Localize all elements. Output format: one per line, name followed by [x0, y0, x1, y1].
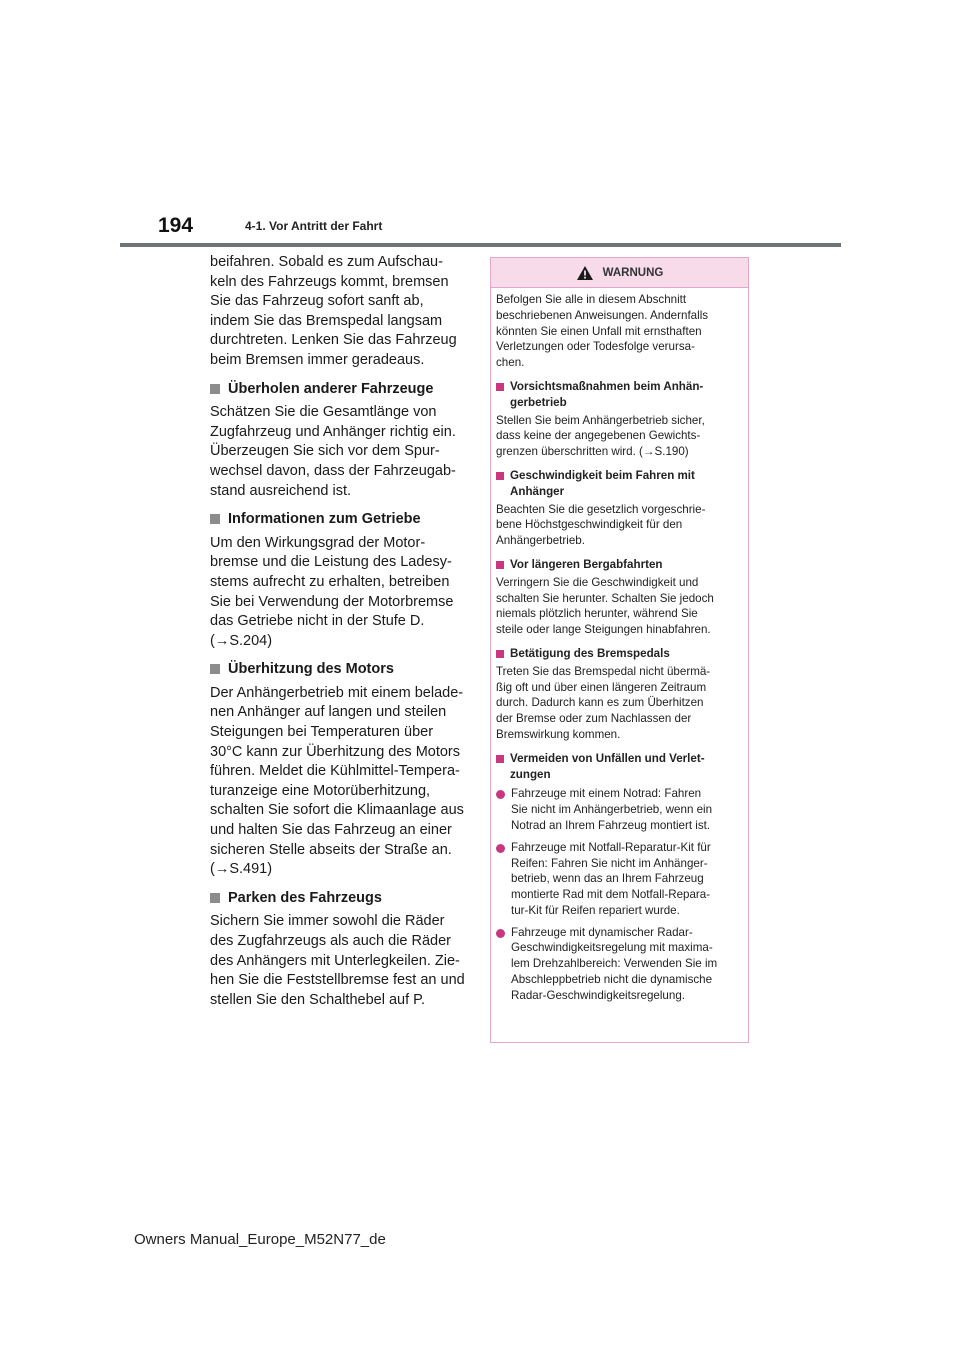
warning-section-heading: Vor längeren Bergabfahrten [510, 557, 663, 571]
square-bullet-icon [210, 893, 220, 903]
square-bullet-icon [496, 472, 504, 480]
square-bullet-icon [496, 650, 504, 658]
circle-bullet-icon [496, 929, 505, 938]
section-body: Um den Wirkungsgrad der Motor- bremse und die Leistung des Ladesy- stems aufrecht zu erhalten, betreiben Sie bei Verwendung der Motorbremse das Getriebe nicht in der Stufe D. (→S.204) [210, 534, 454, 649]
warning-header [491, 258, 748, 288]
warning-title: WARNUNG [602, 266, 664, 279]
square-bullet-icon [496, 755, 504, 763]
warning-body [491, 288, 748, 1004]
warning-section [496, 557, 741, 638]
warning-triangle-icon [576, 265, 594, 281]
footer-text: Owners Manual_Europe_M52N77_de [134, 1231, 386, 1248]
section-heading: Überhitzung des Motors [228, 661, 394, 678]
square-bullet-icon [496, 561, 504, 569]
section-title: 4-1. Vor Antritt der Fahrt [245, 219, 383, 233]
section-transmission [210, 510, 465, 651]
section-heading: Parken des Fahrzeugs [228, 889, 382, 906]
left-column [210, 253, 465, 1010]
circle-bullet-icon [496, 790, 505, 799]
section-overheating [210, 660, 465, 880]
warning-section-body: Beachten Sie die gesetzlich vorgeschrie- bene Höchstgeschwindigkeit für den Anhängerbetrieb. [496, 502, 706, 548]
warning-section [496, 646, 741, 743]
section-body: Schätzen Sie die Gesamtlänge von Zugfahrzeug und Anhänger richtig ein. Überzeugen Sie sich vor dem Spur- wechsel davon, dass der Fahrzeugab- stand ausreichend ist. [210, 404, 456, 499]
section-body: Sichern Sie immer sowohl die Räder des Zugfahrzeugs als auch die Räder des Anhängers mit Unterlegkeilen. Zie- hen Sie die Feststellbremse fest an und stellen Sie den Schalthebel auf P. [210, 913, 465, 1008]
circle-bullet-icon [496, 844, 505, 853]
bullet-text: Fahrzeuge mit dynamischer Radar- Geschwindigkeitsregelung mit maxima- lem Drehzahlbereich: Verwenden Sie im Abschleppbetrieb nicht die dynamische Radar-Geschwindigkeitsregelung. [511, 925, 718, 1002]
warning-section-body: Stellen Sie beim Anhängerbetrieb sicher, dass keine der angegebenen Gewichts- grenzen überschritten wird. (→S.190) [496, 413, 705, 459]
warning-section-body: Verringern Sie die Geschwindigkeit und schalten Sie herunter. Schalten Sie jedoch niemals plötzlich herunter, während Sie steile oder lange Steigungen hinabfahren. [496, 575, 714, 637]
section-heading: Überholen anderer Fahrzeuge [228, 380, 434, 397]
section-overtaking [210, 380, 465, 502]
bullet-text: Fahrzeuge mit Notfall-Reparatur-Kit für Reifen: Fahren Sie nicht im Anhänger- betrieb, wenn das an Ihrem Fahrzeug montierte Rad mit dem Notfall-Repara- tur-Kit für Reifen repariert wurde. [511, 840, 711, 917]
bullet-text: Fahrzeuge mit einem Notrad: Fahren Sie nicht im Anhängerbetrieb, wenn ein Notrad an Ihrem Fahrzeug montiert ist. [511, 787, 713, 832]
square-bullet-icon [210, 384, 220, 394]
warning-section-heading: Vorsichtsmaßnahmen beim Anhän- gerbetrieb [510, 379, 704, 409]
warning-section [496, 379, 741, 460]
square-bullet-icon [210, 664, 220, 674]
list-item [496, 925, 741, 1004]
intro-paragraph: beifahren. Sobald es zum Aufschau- keln des Fahrzeugs kommt, bremsen Sie das Fahrzeug sofort sanft ab, indem Sie das Bremspedal langsam durchtreten. Lenken Sie das Fahrzeug beim Bremsen immer geradeaus. [210, 254, 457, 368]
section-parking [210, 889, 465, 1011]
square-bullet-icon [210, 514, 220, 524]
square-bullet-icon [496, 383, 504, 391]
warning-section-heading: Geschwindigkeit beim Fahren mit Anhänger [510, 468, 695, 498]
section-body: Der Anhängerbetrieb mit einem belade- nen Anhänger auf langen und steilen Steigungen bei Temperaturen über 30°C kann zur Überhitzung des Motors führen. Meldet die Kühlmittel-Tempera- turanzeige eine Motorüberhitzung, schalten Sie sofort die Klimaanlage aus und halten Sie das Fahrzeug an einer sicheren Stelle abseits der Straße an. (→S.491) [210, 684, 464, 878]
warning-section-heading: Betätigung des Bremspedals [510, 646, 670, 660]
warning-intro: Befolgen Sie alle in diesem Abschnitt beschriebenen Anweisungen. Andernfalls könnten Sie einen Unfall mit ernsthaften Verletzungen oder Todesfolge verursa- chen. [496, 293, 709, 370]
list-item [496, 786, 741, 833]
warning-section-heading: Vermeiden von Unfällen und Verlet- zungen [510, 751, 705, 781]
section-heading: Informationen zum Getriebe [228, 511, 421, 528]
page-number: 194 [158, 214, 194, 237]
warning-section [496, 751, 741, 1004]
warning-box [490, 257, 749, 1043]
list-item [496, 840, 741, 919]
header-divider [120, 243, 841, 247]
warning-section [496, 468, 741, 549]
warning-section-body: Treten Sie das Bremspedal nicht übermä- ßig oft und über einen längeren Zeitraum durch. Dadurch kann es zum Überhitzen der Bremse oder zum Nachlassen der Bremswirkung kommen. [496, 664, 711, 741]
